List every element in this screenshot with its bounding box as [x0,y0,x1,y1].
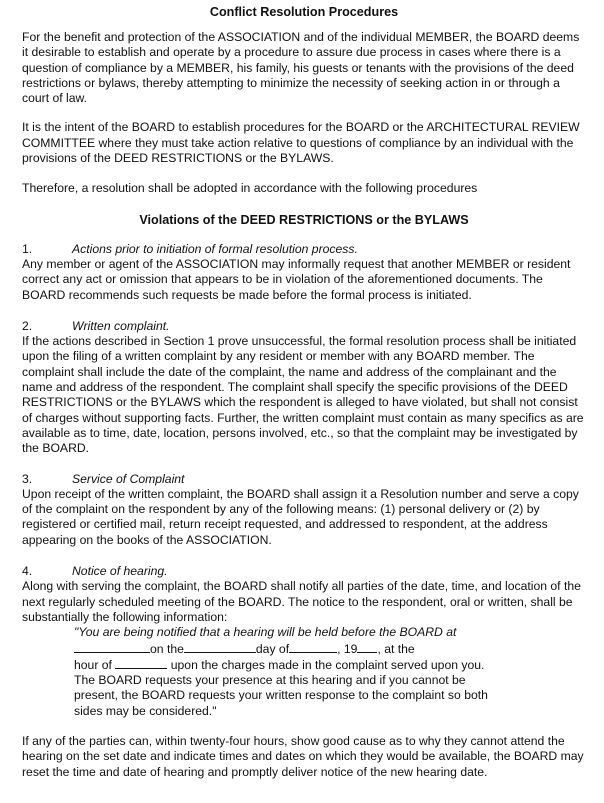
section-4 [22,564,586,719]
hour-blank [115,657,167,669]
quote-line-3: hour of upon the charges made in the complaint served upon you. [74,657,485,672]
hearing-notice-quote [74,625,586,719]
violations-heading: Violations of the DEED RESTRICTIONS or the BYLAWS [139,212,469,227]
section-body: Any member or agent of the ASSOCIATION may informally request that another MEMBER or resident correct any act or omission that appears to be in violation of the aforementioned documents. The BOARD recommends such requests be made before the formal process is initiated. [22,256,571,302]
section-heading: Written complaint. [72,318,170,333]
section-1 [22,242,586,303]
document-page [22,0,586,780]
quote-line-4: The BOARD requests your presence at this hearing and if you cannot be present, the BOARD requests your written response to the complaint so both sides may be considered." [74,673,488,718]
section-number: 2. [22,318,33,333]
section-body: If the actions described in Section 1 prove unsuccessful, the formal resolution process shall be initiated upon the filing of a written complaint by any resident or member with any BOARD member. The complaint shall include the date of the complaint, the name and address of the complainant and the name and address of the respondent. The complaint shall specify the specific provisions of the DEED RESTRICTIONS or the BYLAWS which the respondent is alleged to have violated, but shall not consist of charges without supporting facts. Further, the written complaint must contain as many specifics as are available as to time, date, location, persons involved, etc., so that the complaint may be investigated by the BOARD. [22,334,584,456]
section-heading: Service of Complaint [72,471,185,486]
location-blank [74,641,150,653]
section-number: 1. [22,241,33,256]
intro-paragraph-1: For the benefit and protection of the ASSOCIATION and of the individual MEMBER, the BOARD deems it desirable to establish and operate by a procedure to assure due process in cases where there is a question of compliance by a MEMBER, his family, his guests or tenants with the provisions of the deed restrictions or bylaws, thereby attempting to minimize the necessity of seeking action in or through a court of law. [22,30,580,106]
month-blank [289,641,337,653]
day-blank [184,641,256,653]
quote-line-2: on the day of , 19 , at the [74,641,586,657]
intro-paragraph-2: It is the intent of the BOARD to establish procedures for the BOARD or the ARCHITECTURAL REVIEW COMMITTEE where they must take action relative to questions of compliance by an individual with the provisions of the DEED RESTRICTIONS or the BYLAWS. [22,120,580,166]
section-3 [22,472,586,548]
closing-paragraph: If any of the parties can, within twenty-four hours, show good cause as to why they cannot attend the hearing on the set date and indicate times and dates on which they would be available, the BOARD may reset the time and date of hearing and promptly deliver notice of the new hearing date. [22,733,584,779]
section-heading: Actions prior to initiation of formal resolution process. [72,241,358,256]
document-title: Conflict Resolution Procedures [209,5,399,19]
section-body: Upon receipt of the written complaint, the BOARD shall assign it a Resolution number and serve a copy of the complaint on the respondent by any of the following means: (1) personal delivery or (2) by registered or certified mail, return receipt requested, and addressed to respondent, at the address appearing on the books of the ASSOCIATION. [22,486,579,547]
section-heading: Notice of hearing. [72,564,168,579]
quote-line-1: "You are being notified that a hearing will be held before the BOARD at [74,625,457,640]
intro-paragraph-3: Therefore, a resolution shall be adopted in accordance with the following procedures [22,181,478,196]
section-body: Along with serving the complaint, the BOARD shall notify all parties of the date, time, and location of the next regularly scheduled meeting of the BOARD. The notice to the respondent, oral or written, shall be substantially the following information: [22,579,581,624]
year-blank [357,641,377,653]
section-number: 3. [22,471,33,486]
section-number: 4. [22,564,33,579]
section-2 [22,319,586,457]
